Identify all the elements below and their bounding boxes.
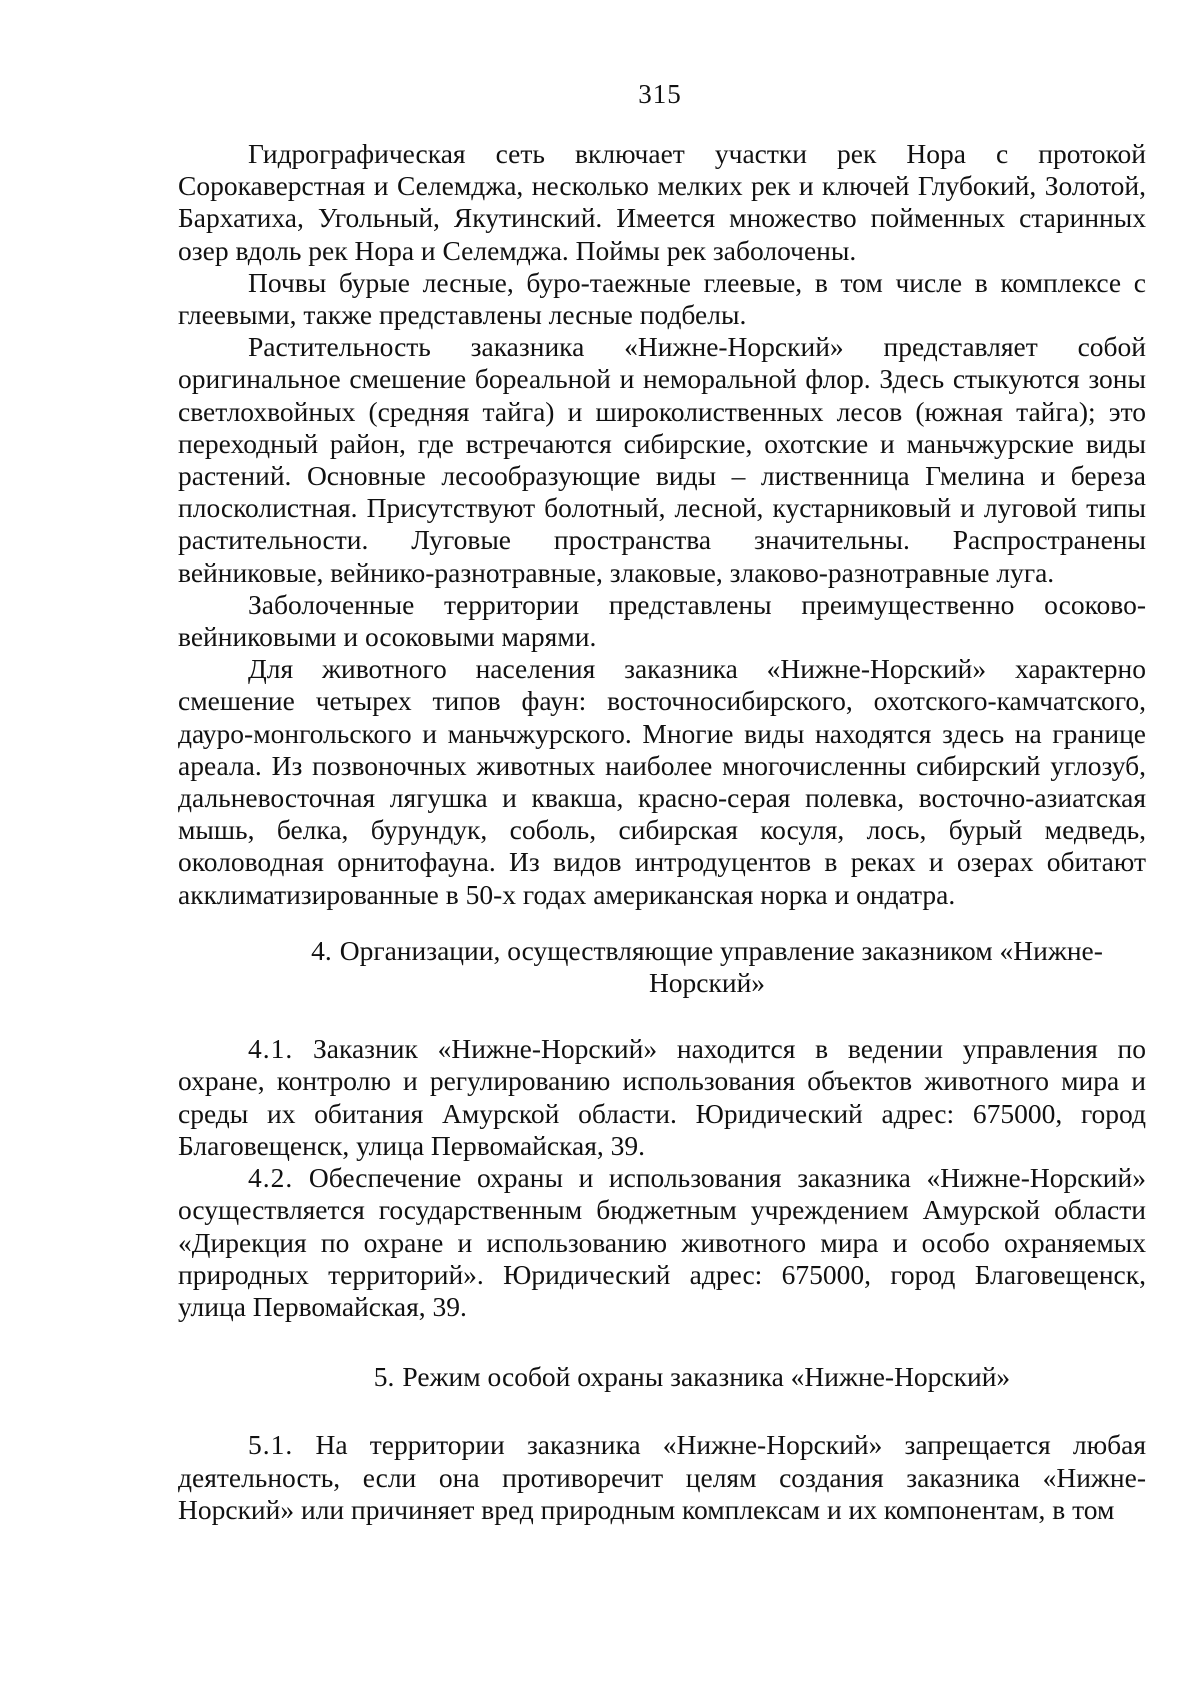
section-5-number: 5. [373,1361,395,1393]
clause-4-2-text: Обеспечение охраны и использования заказника «Нижне-Норский» осуществляется государственным бюджетным учреждением Амурской области «Дирекция по охране и использованию животного мира и особо охраняемых природных территорий». Юридический адрес: 675000, город Благовещенск, улица Первомайская, 39. [178,1162,1146,1322]
paragraph-soils: Почвы бурые лесные, буро-таежные глеевые, в том числе в комплексе с глеевыми, также представлены лесные подбелы. [178,266,1146,331]
clause-4-1 [178,1033,1146,1162]
clause-5-1 [178,1429,1146,1526]
paragraph-fauna: Для животного населения заказника «Нижне-Норский» характерно смешение четырех типов фаун: восточносибирского, охотского-камчатского, дауро-монгольского и маньчжурского. Многие виды находятся здесь на границе ареала. Из позвоночных животных наиболее многочисленны сибирский углозуб, дальневосточная лягушка и квакша, красно-серая полевка, восточно-азиатская мышь, белка, бурундук, соболь, сибирская косуля, лось, бурый медведь, околоводная орнитофауна. Из видов интродуцентов в реках и озерах обитают акклиматизированные в 50-х годах американская норка и ондатра. [178,653,1146,910]
clause-4-2 [178,1162,1146,1323]
section-4-title: Организации, осуществляющие управление заказником «Нижне-Норский» [339,934,1103,999]
clause-5-1-number: 5.1. [248,1429,294,1461]
paragraph-vegetation: Растительность заказника «Нижне-Норский» представляет собой оригинальное смешение бореальной и неморальной флор. Здесь стыкуются зоны светлохвойных (средняя тайга) и широколиственных лесов (южная тайга); это переходный район, где встречаются сибирские, охотские и маньчжурские виды растений. Основные лесообразующие виды – лиственница Гмелина и береза плосколистная. Присутствуют болотный, лесной, кустарниковый и луговой типы растительности. Луговые пространства значительны. Распространены вейниковые, вейнико-разнотравные, злаковые, злаково-разнотравные луга. [178,331,1146,588]
paragraph-hydrography: Гидрографическая сеть включает участки рек Нора с протокой Сорокаверстная и Селемджа, несколько мелких рек и ключей Глубокий, Золотой, Бархатиха, Угольный, Якутинский. Имеется множество пойменных старинных озер вдоль рек Нора и Селемджа. Поймы рек заболочены. [178,138,1146,266]
section-4-number: 4. [311,934,332,966]
document-body [178,138,1146,1526]
clause-4-1-text: Заказник «Нижне-Норский» находится в ведении управления по охране, контролю и регулированию использования объектов животного мира и среды их обитания Амурской области. Юридический адрес: 675000, город Благовещенск, улица Первомайская, 39. [178,1033,1146,1161]
section-5-heading [178,1361,1146,1393]
clause-4-2-number: 4.2. [248,1162,294,1194]
page-number: 315 [638,79,682,109]
paragraph-wetlands: Заболоченные территории представлены преимущественно осоково-вейниковыми и осоковыми марями. [178,588,1146,653]
section-5-title: Режим особой охраны заказника «Нижне-Норский» [402,1361,1011,1393]
clause-5-1-text: На территории заказника «Нижне-Норский» запрещается любая деятельность, если она противоречит целям создания заказника «Нижне-Норский» или причиняет вред природным комплексам и их компонентам, в том [178,1429,1146,1525]
clause-4-1-number: 4.1. [248,1033,294,1065]
section-4-heading [178,935,1146,999]
